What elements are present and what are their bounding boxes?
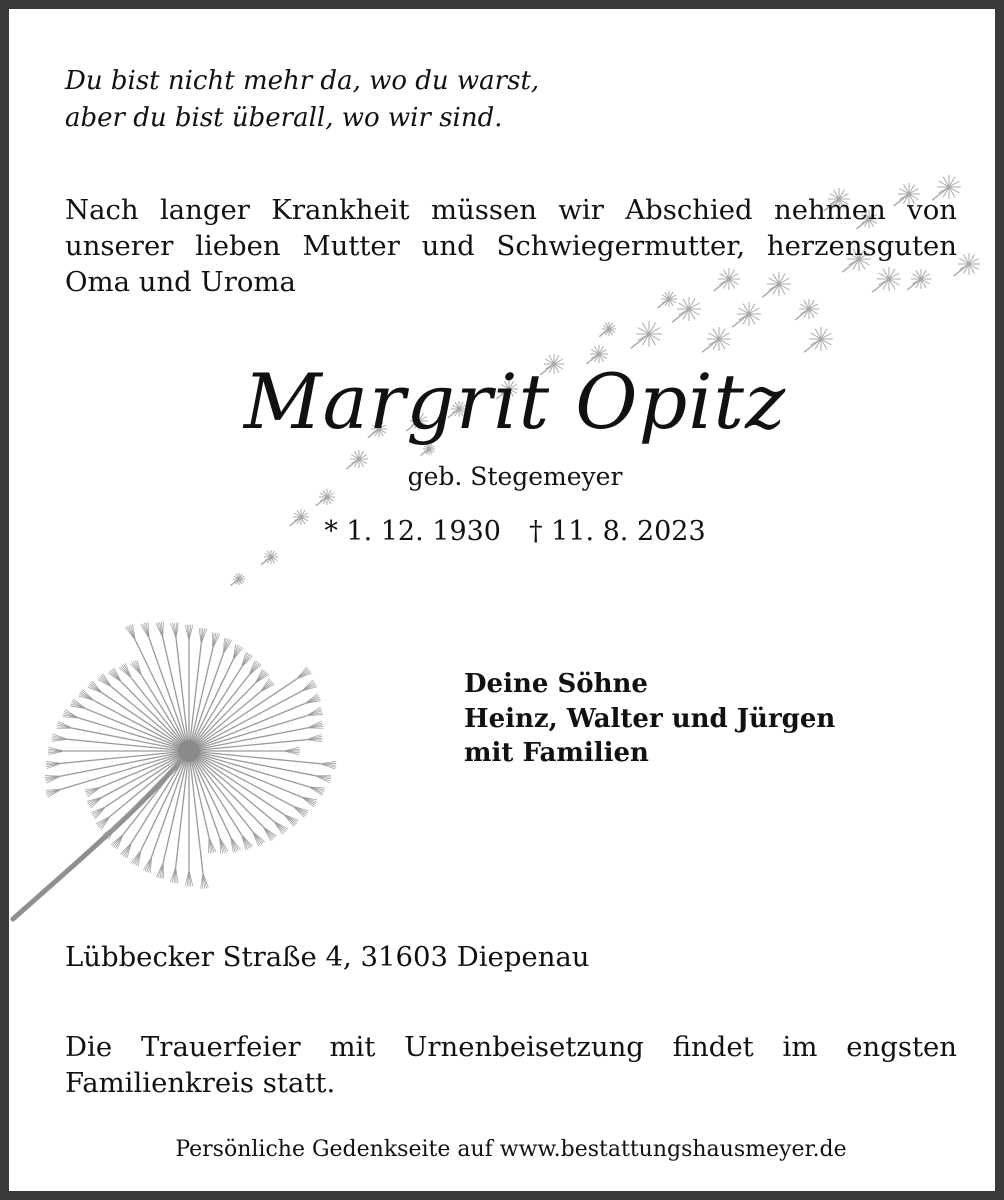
motto-verse bbox=[65, 63, 765, 137]
mourners-line-2: Heinz, Walter und Jürgen bbox=[464, 703, 836, 734]
mourners-line-1: Deine Söhne bbox=[464, 669, 648, 699]
address: Lübbecker Straße 4, 31603 Diepenau bbox=[65, 941, 590, 973]
intro-text: Nach langer Krankheit müssen wir Abschied nehmen von unserer lieben Mutter und Schwiegermutter, herzensguten Oma und Uroma bbox=[65, 194, 957, 298]
motto-line-1: Du bist nicht mehr da, wo du warst, bbox=[65, 66, 540, 96]
dandelion-illustration bbox=[9, 9, 1004, 1200]
motto-line-2: aber du bist überall, wo wir sind. bbox=[65, 103, 503, 133]
deceased-name: Margrit Opitz bbox=[243, 357, 787, 446]
mourners-line-3: mit Familien bbox=[464, 738, 649, 768]
birth-date: * 1. 12. 1930 bbox=[324, 516, 501, 547]
death-date: † 11. 8. 2023 bbox=[529, 516, 706, 547]
funeral-notice: Die Trauerfeier mit Urnenbeisetzung findet im engsten Familienkreis statt. bbox=[65, 1031, 957, 1099]
birth-name: geb. Stegemeyer bbox=[407, 462, 623, 491]
dandelion-icon bbox=[13, 622, 336, 919]
memorial-page-note: Persönliche Gedenkseite auf www.bestattungshausmeyer.de bbox=[175, 1137, 847, 1162]
mourners bbox=[464, 667, 964, 771]
life-dates bbox=[9, 514, 1004, 550]
